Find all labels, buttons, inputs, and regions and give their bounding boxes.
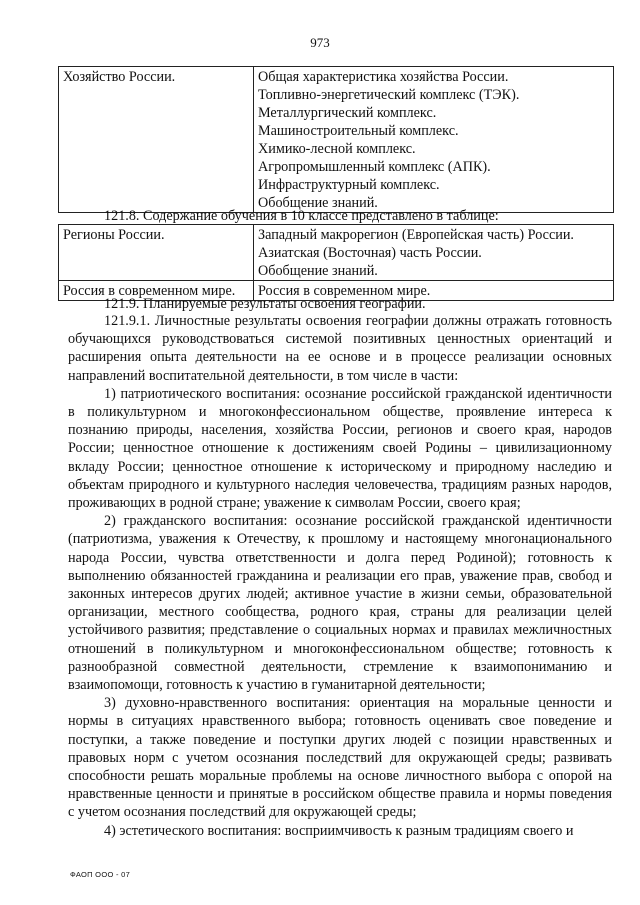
topic-item: Азиатская (Восточная) часть России. bbox=[258, 245, 482, 261]
table-row bbox=[59, 67, 614, 213]
topic-item: Обобщение знаний. bbox=[258, 263, 378, 279]
page-number: 973 bbox=[310, 35, 330, 50]
topic-item: Общая характеристика хозяйства России. bbox=[258, 69, 509, 85]
topic-item: Химико-лесной комплекс. bbox=[258, 141, 416, 157]
paragraph-civic-education: 2) гражданского воспитания: осознание российской гражданской идентичности (патриотизма, уважения к Отечеству, к прошлому и настоящему многонационального народа России, чувства ответственности и долга перед Родиной); готовность к выполнению обязанностей гражданина и реализации его прав, уважение прав, свобод и законных интересов других людей; активное участие в жизни семьи, образовательной организации, местного сообщества, родного края, страны для реализации целей устойчивого развития; представление о социальных нормах и правилах межличностных отношений в поликультурном и многоконфессиональном обществе; готовность к разнообразной совместной деятельности, стремление к взаимопониманию и взаимопомощи, готовность к участию в гуманитарной деятельности; bbox=[68, 513, 612, 694]
footer-document-code: ФАОП ООО - 07 bbox=[70, 870, 131, 879]
table-topics-cell bbox=[254, 225, 614, 281]
topic-item: Обобщение знаний. bbox=[258, 195, 378, 211]
table-section-cell: Россия в современном мире. bbox=[59, 281, 254, 301]
table-section-cell: Хозяйство России. bbox=[59, 67, 254, 213]
table-topics-cell bbox=[254, 67, 614, 213]
topic-item: Агропромышленный комплекс (АПК). bbox=[258, 159, 491, 175]
paragraph-moral-education: 3) духовно-нравственного воспитания: ориентация на моральные ценности и нормы в ситуациях нравственного выбора; готовность оценивать свое поведение и поступки, а также поведение и поступки других людей с позиции нравственных и правовых норм с учетом осознания последствий для окружающей среды; развивать способности решать моральные проблемы на основе личностного выбора с опорой на нравственные ценности и принятые в российском обществе правила и нормы поведения с учетом осознания последствий для окружающей среды; bbox=[68, 695, 612, 821]
topic-item: Инфраструктурный комплекс. bbox=[258, 177, 440, 193]
table-section-cell: Регионы России. bbox=[59, 225, 254, 281]
content-table-grade-9 bbox=[58, 66, 614, 213]
paragraph-patriotic-education: 1) патриотического воспитания: осознание российской гражданской идентичности в поликультурном и многоконфессиональном обществе, проявление интереса к познанию природы, населения, хозяйства России, регионов и своего края, народов России; ценностное отношение к достижениям своей Родины – цивилизационному вкладу России; ценностное отношение к историческому и природному наследию и объектам природного и культурного наследия человечества, традициям разных народов, проживающих в родной стране; уважение к символам России, своего края; bbox=[68, 385, 612, 512]
paragraph-personal-results: 121.9.1. Личностные результаты освоения географии должны отражать готовность обучающихся руководствоваться системой позитивных ценностных ориентаций и расширения опыта деятельности на ее основе и в процессе реализации основных направлений воспитательной деятельности, в том числе в части: bbox=[68, 313, 612, 384]
table-row bbox=[59, 225, 614, 281]
topic-item: Металлургический комплекс. bbox=[258, 105, 437, 121]
paragraph-aesthetic-education: 4) эстетического воспитания: восприимчивость к разным традициям своего и bbox=[104, 822, 574, 839]
table-caption-grade-10: 121.8. Содержание обучения в 10 классе представлено в таблице: bbox=[104, 208, 499, 224]
section-heading-planned-results: 121.9. Планируемые результаты освоения географии. bbox=[104, 296, 426, 312]
topic-item: Машиностроительный комплекс. bbox=[258, 123, 459, 139]
body-text bbox=[68, 312, 612, 840]
topic-item: Топливно-энергетический комплекс (ТЭК). bbox=[258, 87, 520, 103]
content-table-grade-10 bbox=[58, 224, 614, 301]
topic-item: Россия в современном мире. bbox=[258, 283, 431, 299]
topic-item: Западный макрорегион (Европейская часть) России. bbox=[258, 227, 574, 243]
